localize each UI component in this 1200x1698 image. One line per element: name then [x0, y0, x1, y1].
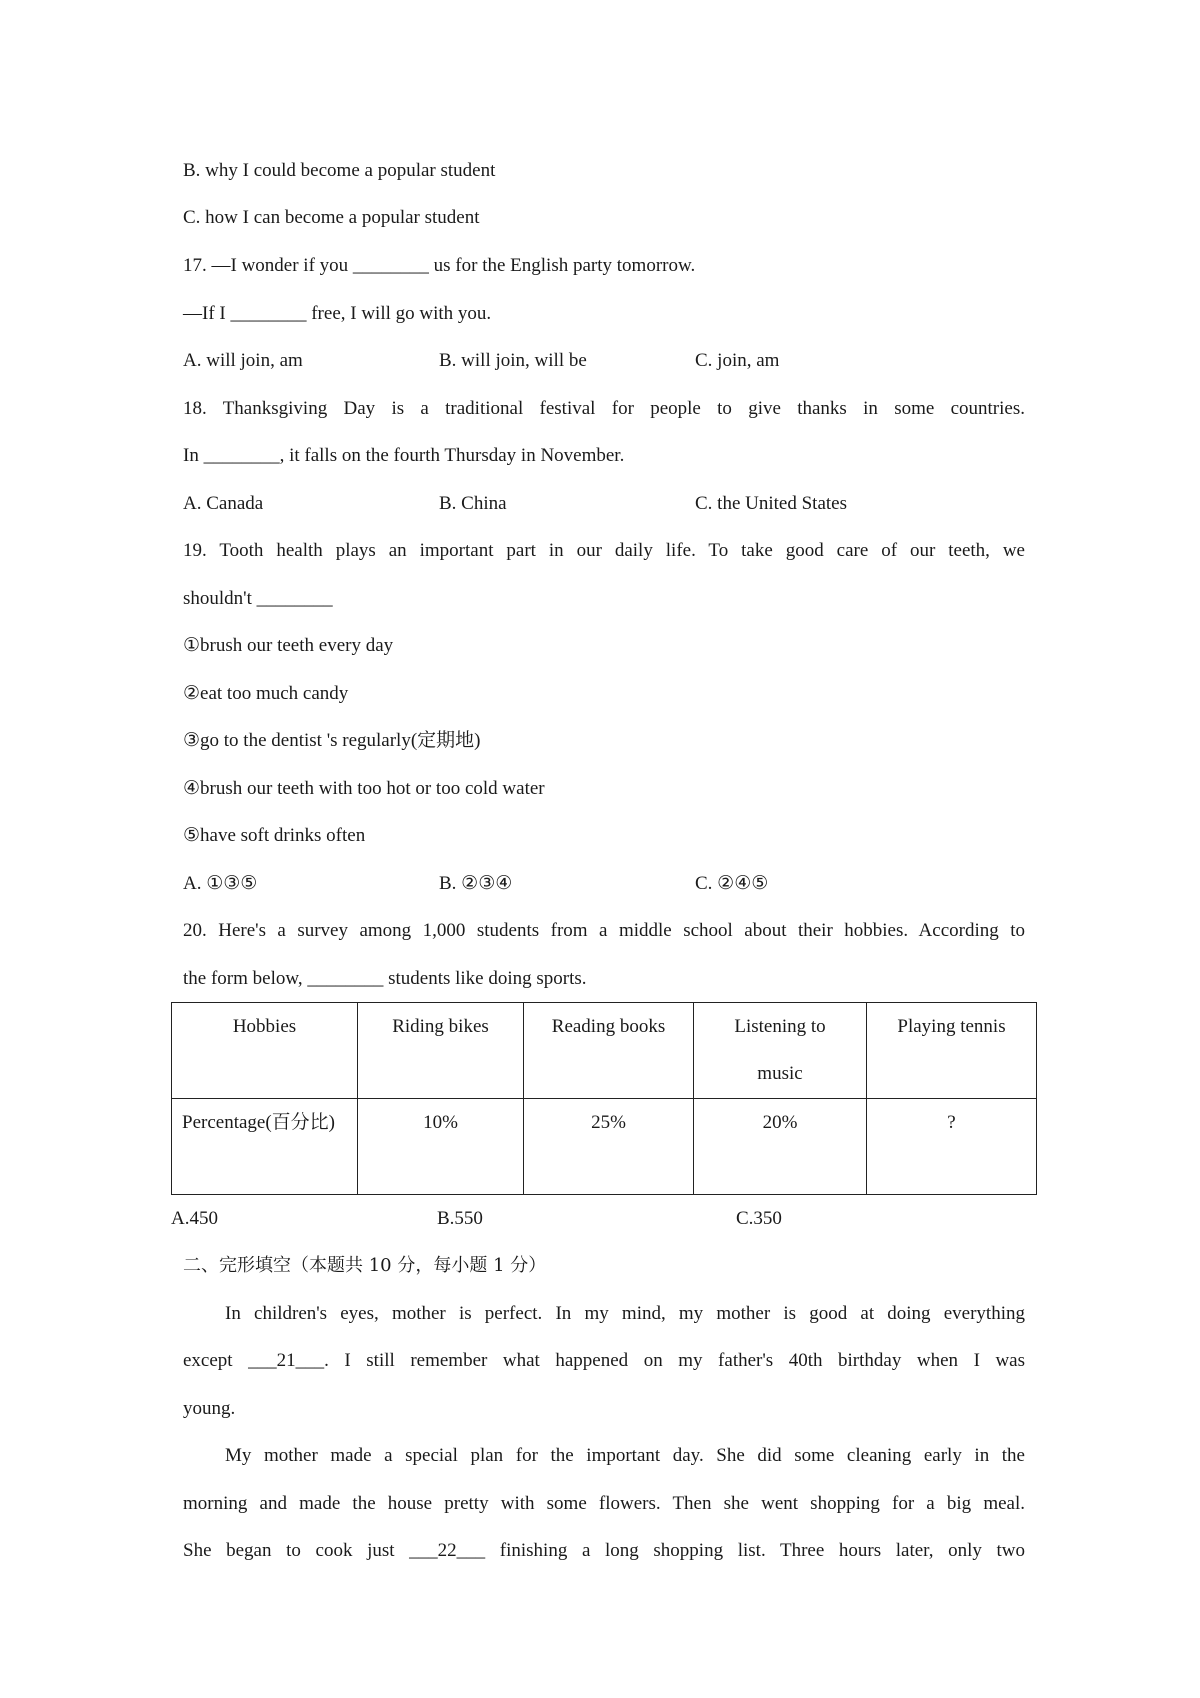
question-19-item-3: ③go to the dentist 's regularly(定期地) [183, 730, 481, 751]
option-b-line: B. why I could become a popular student [183, 160, 496, 181]
table-cell: 20% [694, 1099, 867, 1195]
passage-line: She began to cook just ___22___ finishing a long shopping list. Three hours later, only two [183, 1540, 1026, 1561]
option-b: B. ②③④ [439, 873, 513, 894]
question-20-line-1: 20. Here's a survey among 1,000 students from a middle school about their hobbies. According to [183, 920, 1025, 941]
question-19-line-1: 19. Tooth health plays an important part in our daily life. To take good care of our teeth, we [183, 540, 1025, 561]
table-header-row [172, 1003, 1037, 1099]
option-a: A.450 [171, 1208, 218, 1229]
passage-line: My mother made a special plan for the important day. She did some cleaning early in the [225, 1445, 1025, 1466]
question-19-item-4: ④brush our teeth with too hot or too cold water [183, 778, 545, 799]
question-17-line-2: —If I ________ free, I will go with you. [183, 303, 492, 324]
table-row-label: Percentage(百分比) [172, 1099, 358, 1195]
option-b: B.550 [437, 1208, 483, 1229]
question-19-item-5: ⑤have soft drinks often [183, 825, 366, 846]
option-b: B. China [439, 493, 507, 514]
table-header-cell: Riding bikes [358, 1003, 524, 1099]
option-c: C. ②④⑤ [695, 873, 769, 894]
option-c-line: C. how I can become a popular student [183, 207, 480, 228]
option-b: B. will join, will be [439, 350, 587, 371]
table-header-cell: Playing tennis [867, 1003, 1037, 1099]
table-header-cell: Hobbies [172, 1003, 358, 1099]
table-cell: ? [867, 1099, 1037, 1195]
survey-table [171, 1002, 1037, 1195]
question-19-item-1: ①brush our teeth every day [183, 635, 394, 656]
table-cell: 25% [524, 1099, 694, 1195]
question-17-line-1: 17. —I wonder if you ________ us for the English party tomorrow. [183, 255, 696, 276]
table-header-cell: Reading books [524, 1003, 694, 1099]
option-c: C.350 [736, 1208, 782, 1229]
passage-line: morning and made the house pretty with some flowers. Then she went shopping for a big meal. [183, 1493, 1025, 1514]
blank-22: ___22___ [409, 1540, 486, 1561]
table-cell: 10% [358, 1099, 524, 1195]
option-a: A. ①③⑤ [183, 873, 258, 894]
option-a: A. Canada [183, 493, 264, 514]
option-c: C. the United States [695, 493, 847, 514]
question-19-item-2: ②eat too much candy [183, 683, 349, 704]
option-a: A. will join, am [183, 350, 303, 371]
table-header-cell: Listening to music [694, 1003, 867, 1099]
section-heading: 二、完形填空（本题共 10 分，每小题 1 分） [183, 1255, 547, 1276]
table-row [172, 1099, 1037, 1195]
passage-line: except ___21___. I still remember what happened on my father's 40th birthday when I was [183, 1350, 1025, 1371]
option-c: C. join, am [695, 350, 780, 371]
question-18-line-1: 18. Thanksgiving Day is a traditional festival for people to give thanks in some countries. [183, 398, 1025, 419]
question-19-line-2: shouldn't ________ [183, 588, 333, 609]
passage-line: young. [183, 1398, 236, 1419]
question-20-line-2: the form below, ________ students like doing sports. [183, 968, 587, 989]
blank-21: ___21___ [248, 1350, 325, 1371]
question-18-line-2: In ________, it falls on the fourth Thursday in November. [183, 445, 625, 466]
passage-line: In children's eyes, mother is perfect. In my mind, my mother is good at doing everything [225, 1303, 1025, 1324]
